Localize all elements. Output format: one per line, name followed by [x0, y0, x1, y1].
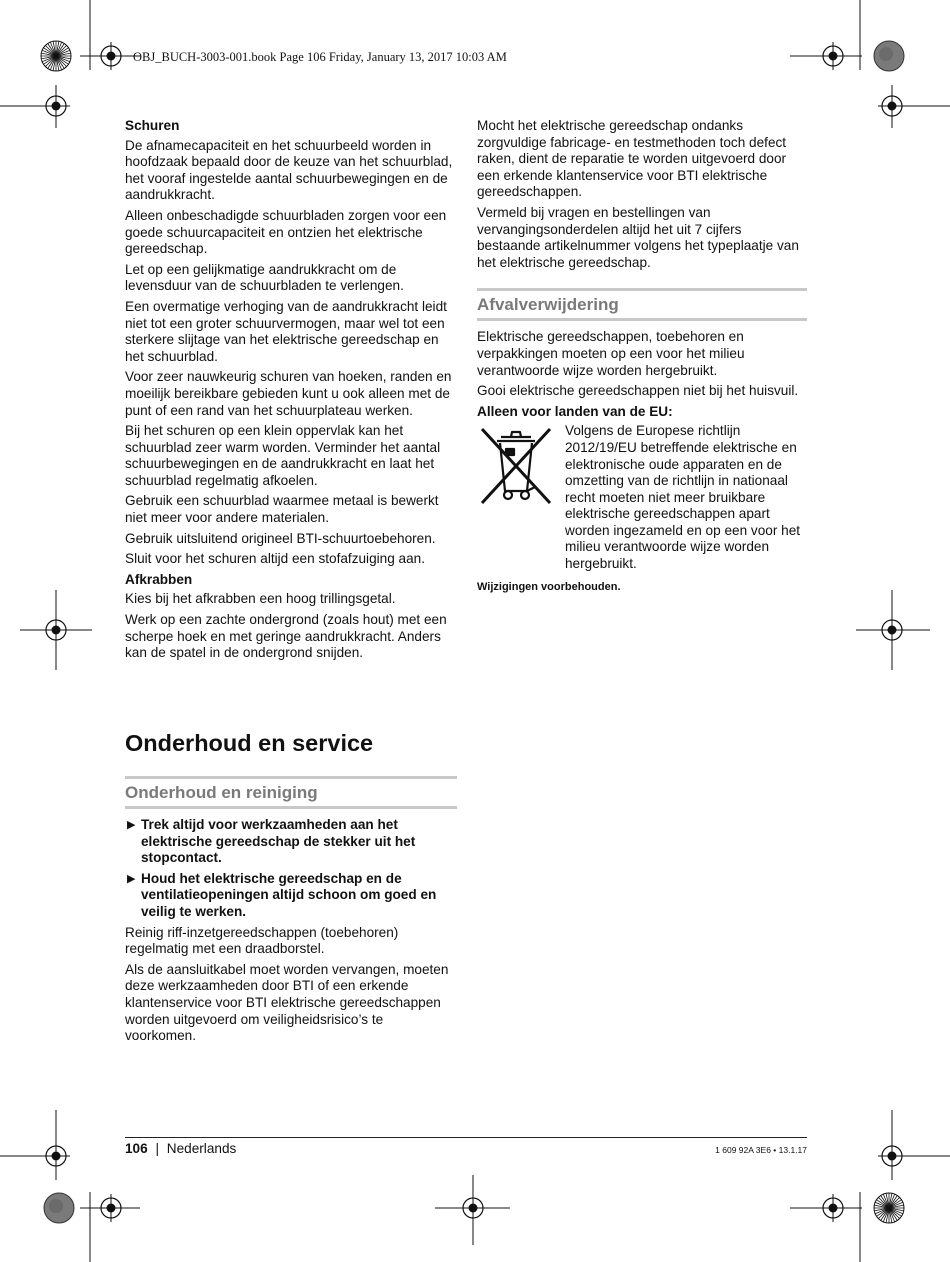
footer-separator: | [155, 1141, 159, 1156]
page-number: 106 [125, 1141, 148, 1156]
schuren-paragraph: De afnamecapaciteit en het schuurbeeld worden in hoofdzaak bepaald door de keuze van het schuurblad, het vooraf ingestelde aantal schuurbewegingen en de aandrukkracht. [125, 137, 453, 203]
footer-page-info [125, 1141, 236, 1156]
afkrabben-paragraph: Kies bij het afkrabben een hoog trillingsgetal. [125, 591, 396, 607]
right-column [477, 118, 807, 595]
footer-language: Nederlands [166, 1141, 237, 1156]
left-column [125, 118, 457, 666]
schuren-paragraph: Een overmatige verhoging van de aandrukkracht leidt niet tot een groter schuurvermogen, maar wel tot een sterkere slijtage van het elektrische gereedschap en het schuurblad. [125, 298, 447, 364]
schuren-paragraph: Let op een gelijkmatige aandrukkracht om de levensduur van de schuurbladen te verlengen. [125, 261, 404, 294]
book-header: OBJ_BUCH-3003-001.book Page 106 Friday, January 13, 2017 10:03 AM [133, 50, 507, 64]
disposal-paragraph: Elektrische gereedschappen, toebehoren en verpakkingen moeten op een voor het milieu verantwoorde wijze worden hergebruikt. [477, 329, 745, 378]
schuren-paragraph: Sluit voor het schuren altijd een stofafzuiging aan. [125, 551, 426, 567]
service-paragraph: Vermeld bij vragen en bestellingen van vervangingsonderdelen altijd het uit 7 cijfers bestaande artikelnummer volgens het typeplaatje van het elektrische gereedschap. [477, 204, 799, 270]
subsection-header [125, 776, 457, 809]
eu-heading: Alleen voor landen van de EU: [477, 403, 673, 419]
schuren-paragraph: Gebruik uitsluitend origineel BTI-schuurtoebehoren. [125, 530, 436, 546]
service-paragraph: Mocht het elektrische gereedschap ondanks zorgvuldige fabricage- en testmethoden toch defect raken, dient de reparatie te worden uitgevoerd door een erkende klantenservice voor BTI elektrische gereedschappen. [477, 118, 787, 200]
weee-crossed-bin-icon [477, 425, 555, 507]
schuren-paragraph: Gebruik een schuurblad waarmee metaal is bewerkt niet meer voor andere materialen. [125, 493, 439, 526]
schuren-heading: Schuren [125, 118, 180, 133]
section-title: Onderhoud en service [125, 730, 374, 756]
changes-note: Wijzigingen voorbehouden. [477, 580, 621, 593]
schuren-paragraph: Voor zeer nauwkeurig schuren van hoeken, randen en moeilijk bereikbare gebieden kunt u ook alleen met de punt of een rand van het schuurplateau werken. [125, 369, 452, 418]
disposal-header [477, 288, 807, 321]
maintenance-paragraph: Reinig riff-inzetgereedschappen (toebehoren) regelmatig met een draadborstel. [125, 924, 399, 957]
bullet-text: Trek altijd voor werkzaamheden aan het elektrische gereedschap de stekker uit het stopcontact. [141, 817, 416, 866]
warning-bullet [125, 817, 457, 867]
warning-bullet [125, 871, 457, 921]
schuren-paragraph: Alleen onbeschadigde schuurbladen zorgen voor een goede schuurcapaciteit en ontzien het elektrische gereedschap. [125, 207, 447, 257]
afkrabben-heading: Afkrabben [125, 571, 193, 587]
maintenance-paragraph: Als de aansluitkabel moet worden vervangen, moeten deze werkzaamheden door BTI of een erkende klantenservice voor BTI elektrische gereedschappen worden uitgevoerd om veiligheidsrisico’s te voorkomen. [125, 961, 449, 1044]
disposal-paragraph: Gooi elektrische gereedschappen niet bij het huisvuil. [477, 383, 799, 399]
triangle-bullet-icon: ▶ [127, 872, 136, 885]
afkrabben-paragraph: Werk op een zachte ondergrond (zoals hout) met een scherpe hoek en met geringe aandrukkracht. Anders kan de spatel in de ondergrond snijden. [125, 612, 447, 661]
eu-directive-text: Volgens de Europese richtlijn 2012/19/EU betreffende elektrische en elektronische oude apparaten en de omzetting van de richtlijn in nationaal recht moeten niet meer bruikbare elektrische gereedschappen apart worden ingezameld en op een voor het milieu verantwoorde wijze worden hergebruikt. [565, 423, 801, 572]
subsection-title: Onderhoud en reiniging [125, 783, 318, 802]
footer-rule [125, 1137, 807, 1138]
maintenance-section [125, 729, 457, 1049]
footer-doc-code: 1 609 92A 3E6 • 13.1.17 [715, 1145, 807, 1155]
eu-notice [477, 423, 807, 572]
disposal-title: Afvalverwijdering [477, 295, 619, 315]
bullet-text: Houd het elektrische gereedschap en de ventilatieopeningen altijd schoon om goed en veilig te werken. [141, 870, 437, 919]
schuren-paragraph: Bij het schuren op een klein oppervlak kan het schuurblad zeer warm worden. Verminder het aantal schuurbewegingen en de aandrukkracht en laat het schuurblad regelmatig afkoelen. [125, 423, 441, 488]
triangle-bullet-icon: ▶ [127, 819, 136, 831]
